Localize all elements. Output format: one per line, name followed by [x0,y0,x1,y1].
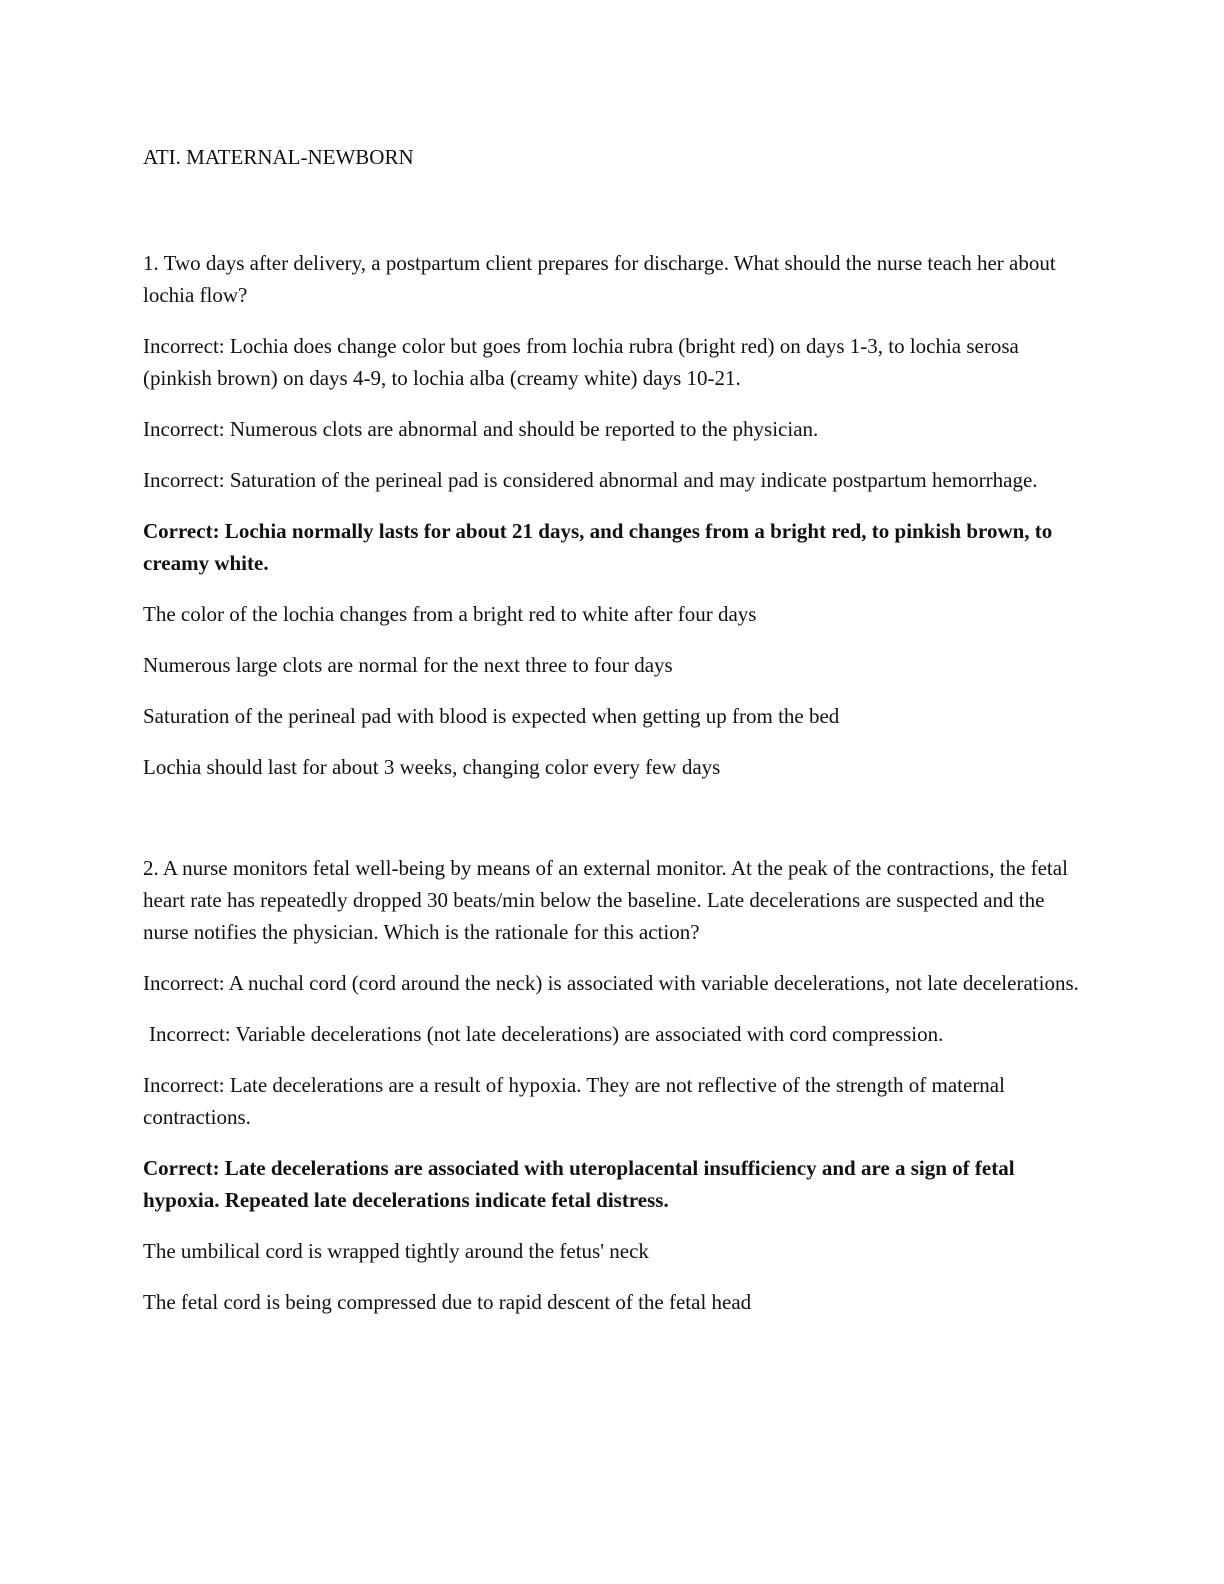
question-text: 2. A nurse monitors fetal well-being by means of an external monitor. At the peak of the contractions, the fetal heart rate has repeatedly dropped 30 beats/min below the baseline. Late decelerations are suspected and the nurse notifies the physician. Which is the rationale for this action? [143,856,1068,944]
answer-option: Saturation of the perineal pad with blood is expected when getting up from the bed [143,704,840,728]
rationale-incorrect: Incorrect: Lochia does change color but goes from lochia rubra (bright red) on days 1-3, to lochia serosa (pinkish brown) on days 4-9, to lochia alba (creamy white) days 10-21. [143,334,1019,390]
rationale-incorrect: Incorrect: Saturation of the perineal pad is considered abnormal and may indicate postpartum hemorrhage. [143,468,1038,492]
question-block-1 [143,247,1083,783]
answer-option: The color of the lochia changes from a bright red to white after four days [143,602,757,626]
document-title: ATI. MATERNAL-NEWBORN [143,145,414,169]
rationale-incorrect: Incorrect: Numerous clots are abnormal and should be reported to the physician. [143,417,819,441]
answer-option: Numerous large clots are normal for the next three to four days [143,653,673,677]
answer-option: The umbilical cord is wrapped tightly around the fetus' neck [143,1239,649,1263]
answer-option: The fetal cord is being compressed due to rapid descent of the fetal head [143,1290,752,1314]
answer-option: Lochia should last for about 3 weeks, changing color every few days [143,755,721,779]
rationale-correct: Correct: Lochia normally lasts for about 21 days, and changes from a bright red, to pinkish brown, to creamy white. [143,519,1053,575]
rationale-correct: Correct: Late decelerations are associated with uteroplacental insufficiency and are a sign of fetal hypoxia. Repeated late decelerations indicate fetal distress. [143,1156,1015,1212]
document-content [143,141,1083,1318]
rationale-incorrect: Incorrect: A nuchal cord (cord around the neck) is associated with variable decelerations, not late decelerations. [143,971,1079,995]
question-block-2 [143,852,1083,1318]
rationale-incorrect: Incorrect: Late decelerations are a result of hypoxia. They are not reflective of the strength of maternal contractions. [143,1073,1005,1129]
question-text: 1. Two days after delivery, a postpartum client prepares for discharge. What should the nurse teach her about lochia flow? [143,251,1056,307]
rationale-incorrect: Incorrect: Variable decelerations (not late decelerations) are associated with cord compression. [149,1022,944,1046]
